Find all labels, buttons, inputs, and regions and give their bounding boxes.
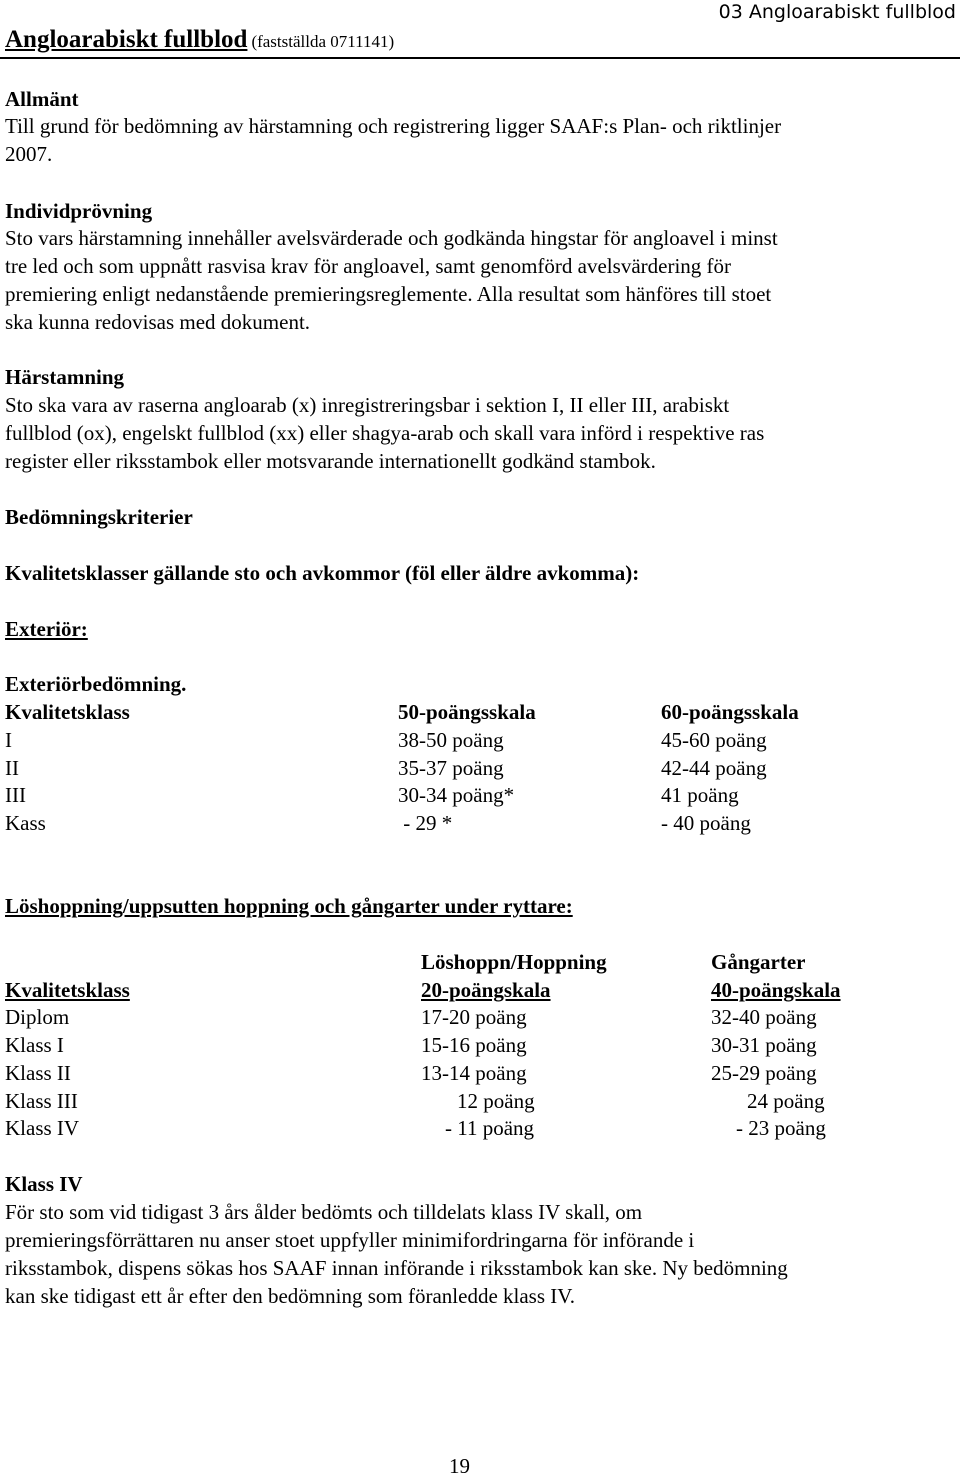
paragraph-line: premieringsförrättaren nu anser stoet uppfyller minimifordringarna för införande i: [5, 1228, 695, 1252]
paragraph-line: fullblod (ox), engelskt fullblod (xx) eller shagya-arab och skall vara införd i respektive ras: [5, 421, 765, 445]
table-cell: 25-29 poäng: [711, 1061, 817, 1085]
table-cell: 45-60 poäng: [661, 728, 767, 752]
harstamning-paragraph: [5, 391, 940, 475]
table-cell: 38-50 poäng: [398, 728, 504, 752]
table-header-cell: Kvalitetsklass: [5, 978, 130, 1002]
bedomningskriterier-heading: Bedömningskriterier: [5, 505, 193, 529]
paragraph-line: ska kunna redovisas med dokument.: [5, 310, 311, 334]
harstamning-heading: Härstamning: [5, 365, 125, 389]
klass-iv-paragraph: [5, 1198, 940, 1310]
paragraph-line: Sto vars härstamning innehåller avelsvärderade och godkända hingstar för angloavel i minst: [5, 226, 778, 250]
allmant-heading: Allmänt: [5, 87, 79, 111]
table-cell: 30-34 poäng*: [398, 783, 515, 807]
table-cell: - 23 poäng: [736, 1116, 826, 1140]
klass-iv-heading: Klass IV: [5, 1172, 83, 1196]
table-group-header: Löshoppn/Hoppning: [421, 950, 607, 974]
table-cell: 35-37 poäng: [398, 756, 504, 780]
table-cell: Kass: [5, 811, 46, 835]
table-cell: - 40 poäng: [661, 811, 751, 835]
table-cell: Klass I: [5, 1033, 64, 1057]
table-cell: III: [5, 783, 26, 807]
kvalitetsklasser-heading: Kvalitetsklasser gällande sto och avkommor (föl eller äldre avkomma):: [5, 561, 640, 585]
table-cell: 15-16 poäng: [421, 1033, 527, 1057]
exterior-subheading: Exteriörbedömning.: [5, 672, 187, 696]
page-header-title: [5, 26, 394, 54]
paragraph-line: riksstambok, dispens sökas hos SAAF innan införande i riksstambok kan ske. Ny bedömning: [5, 1256, 788, 1280]
paragraph-line: Till grund för bedömning av härstamning och registrering ligger SAAF:s Plan- och riktlinjer: [5, 114, 782, 138]
table-cell: Klass IV: [5, 1116, 80, 1140]
paragraph-line: register eller riksstambok eller motsvarande internationellt godkänd stambok.: [5, 449, 656, 473]
paragraph-line: tre led och som uppnått rasvisa krav för angloavel, samt genomförd avelsvärdering för: [5, 254, 732, 278]
hoppning-heading: Löshoppning/uppsutten hoppning och gångarter under ryttare:: [5, 894, 573, 918]
table-cell: II: [5, 756, 19, 780]
table-header-cell: 40-poängskala: [711, 978, 841, 1002]
table-cell: 12 poäng: [457, 1089, 535, 1113]
table-cell: 42-44 poäng: [661, 756, 767, 780]
table-cell: 41 poäng: [661, 783, 739, 807]
table-cell: 30-31 poäng: [711, 1033, 817, 1057]
individprovning-paragraph: [5, 224, 940, 336]
table-cell: 32-40 poäng: [711, 1005, 817, 1029]
allmant-paragraph: [5, 112, 940, 168]
table-cell: - 29 *: [398, 811, 453, 835]
table-group-header: Gångarter: [711, 950, 806, 974]
header-divider: [0, 57, 960, 59]
table-cell: 17-20 poäng: [421, 1005, 527, 1029]
individprovning-heading: Individprövning: [5, 199, 153, 223]
paragraph-line: premiering enligt nedanstående premieringsreglemente. Alla resultat som hänföres till stoet: [5, 282, 772, 306]
document-title: Angloarabiskt fullblod: [5, 26, 248, 53]
table-header-cell: Kvalitetsklass: [5, 700, 130, 724]
table-cell: - 11 poäng: [445, 1116, 535, 1140]
table-cell: 24 poäng: [747, 1089, 825, 1113]
paragraph-line: kan ske tidigast ett år efter den bedömning som föranledde klass IV.: [5, 1284, 575, 1308]
paragraph-line: Sto ska vara av raserna angloarab (x) inregistreringsbar i sektion I, II eller III, arabiskt: [5, 393, 730, 417]
table-cell: 13-14 poäng: [421, 1061, 527, 1085]
table-cell: Klass II: [5, 1061, 71, 1085]
table-cell: Diplom: [5, 1005, 70, 1029]
table-header-cell: 50-poängsskala: [398, 700, 536, 724]
paragraph-line: 2007.: [5, 142, 53, 166]
table-header-cell: 60-poängsskala: [661, 700, 799, 724]
paragraph-line: För sto som vid tidigast 3 års ålder bedömts och tilldelats klass IV skall, om: [5, 1200, 643, 1224]
table-cell: I: [5, 728, 12, 752]
table-cell: Klass III: [5, 1089, 78, 1113]
section-label: 03 Angloarabiskt fullblod: [718, 1, 956, 23]
page-number: 19: [449, 1454, 470, 1478]
exterior-heading: Exteriör:: [5, 617, 88, 641]
table-header-cell: 20-poängskala: [421, 978, 551, 1002]
document-subtitle: (fastställda 0711141): [251, 32, 395, 51]
